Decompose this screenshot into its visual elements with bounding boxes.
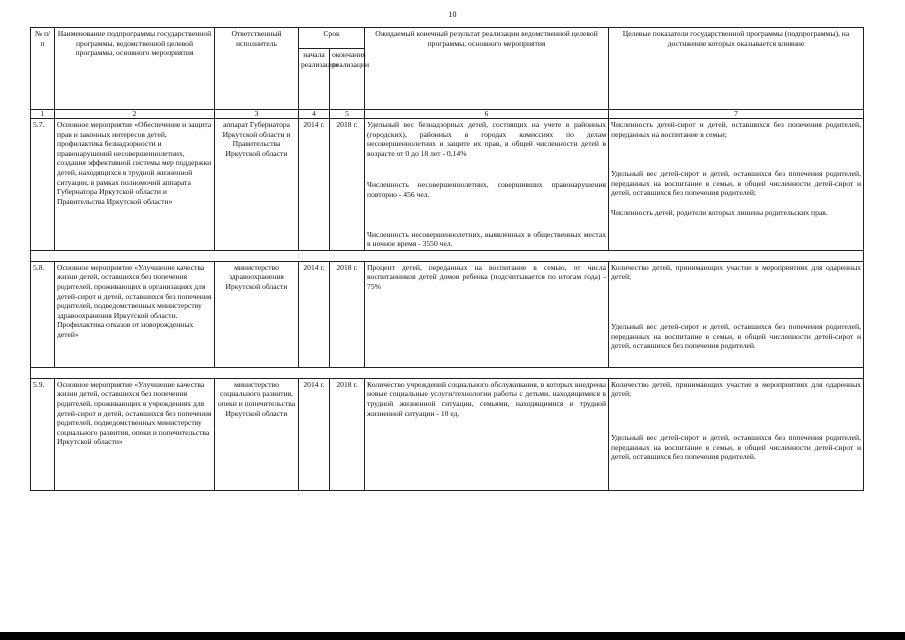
- row-num: 5.9.: [31, 378, 55, 490]
- row-end: 2018 г.: [330, 378, 365, 490]
- indicator-item: Численность детей, родители которых лишены родительских прав.: [611, 207, 828, 217]
- indicator-item: Удельный вес детей-сирот и детей, оставшихся без попечения родителей, переданных на воспитание в семьи, в общей численности детей-сирот и детей, оставшихся без попечения родителей.: [611, 321, 862, 351]
- column-number: 6: [365, 110, 609, 119]
- row-name: Основное мероприятие «Обеспечение и защита прав и законных интересов детей, профилактика безнадзорности и правонарушений несовершеннолетних, создания эффективной системы мер поддержки детей, находящихся в трудной жизненной ситуации, в рамках полномочий аппарата Губернатора Иркутской области и Правительства Иркутской области»: [55, 119, 215, 251]
- page-number: 10: [448, 10, 457, 19]
- table-row: [31, 119, 864, 251]
- result-item: Численность несовершеннолетних, совершивших правонарушения повторно - 456 чел.: [367, 180, 607, 199]
- header-result: Ожидаемый конечный результат реализации ведомственной целевой программы, основного мероприятия: [365, 28, 609, 110]
- row-num: 5.7.: [31, 119, 55, 251]
- column-number-row: [31, 110, 864, 119]
- indicator-item: Количество детей, принимающих участие в мероприятиях для одаренных детей;: [611, 379, 862, 399]
- row-name: Основное мероприятие «Улучшение качества жизни детей, оставшихся без попечения родителей, проживающих в учреждениях для детей-сирот и детей, оставшихся без попечения родителей, подведомственных министерству социального развития, опеки и попечительства Иркутской области»: [55, 378, 215, 490]
- row-results: [365, 261, 609, 367]
- table-row: [31, 261, 864, 367]
- row-start: 2014 г.: [299, 119, 330, 251]
- row-indicators: [609, 378, 864, 490]
- row-start: 2014 г.: [299, 261, 330, 367]
- header-indicators: Целевые показатели государственной программы (подпрограммы), на достижение которых оказывается влияние: [609, 28, 864, 110]
- row-results: [365, 119, 609, 251]
- header-start: начала реализации: [299, 49, 330, 110]
- column-number: 2: [55, 110, 215, 119]
- row-executor: аппарат Губернатора Иркутской области и Правительства Иркутской области: [215, 119, 299, 251]
- indicator-item: Численность детей-сирот и детей, оставшихся без попечения родителей, переданных на воспитание в семьи;: [611, 120, 862, 139]
- row-end: 2018 г.: [330, 261, 365, 367]
- row-indicators: [609, 261, 864, 367]
- row-start: 2014 г.: [299, 378, 330, 490]
- row-spacer: [31, 367, 864, 378]
- row-indicators: [609, 119, 864, 251]
- column-number: 3: [215, 110, 299, 119]
- header-num: № п/п: [31, 28, 55, 110]
- row-executor: министерство социального развития, опеки и попечительства Иркутской области: [215, 378, 299, 490]
- indicator-item: Удельный вес детей-сирот и детей, оставшихся без попечения родителей, переданных на воспитание в семьи, в общей численности детей-сирот и детей, оставшихся без попечения родителей.: [611, 432, 862, 462]
- header-term: Срок: [299, 28, 365, 49]
- row-end: 2018 г.: [330, 119, 365, 251]
- result-item: Процент детей, переданных на воспитание в семью, от числа воспитанников детей домов ребенка (подсчитывается по итогам года) - 75%: [367, 262, 607, 291]
- header-executor: Ответственный исполнитель: [215, 28, 299, 110]
- result-item: Количество учреждений социального обслуживания, в которых внедрены новые социальные услуги/технологии работы с детьми, находящимися в трудной жизненной ситуации, семьями, находящимися в трудной жизненной ситуации - 10 ед.: [367, 379, 607, 418]
- row-results: [365, 378, 609, 490]
- result-item: Удельный вес безнадзорных детей, состоящих на учете в районных (городских), районных в городах комиссиях по делам несовершеннолетних и защите их прав, в общей численности детей в возрасте от 0 до 18 лет - 0,14%: [367, 120, 607, 158]
- row-num: 5.8.: [31, 261, 55, 367]
- result-item: Численность несовершеннолетних, выявленных в общественных местах в ночное время - 3550 чел.: [367, 229, 607, 249]
- scan-border: [0, 632, 905, 640]
- column-number: 7: [609, 110, 864, 119]
- header-name: Наименование подпрограммы государственной программы, ведомственной целевой программы, основного мероприятия: [55, 28, 215, 110]
- table-row: [31, 378, 864, 490]
- row-executor: министерство здравоохранения Иркутской области: [215, 261, 299, 367]
- indicator-item: Удельный вес детей-сирот и детей, оставшихся без попечения родителей, переданных на воспитание в семьи, в общей численности детей-сирот и детей, оставшихся без попечения родителей;: [611, 169, 862, 198]
- column-number: 1: [31, 110, 55, 119]
- indicator-item: Количество детей, принимающих участие в мероприятиях для одаренных детей;: [611, 262, 862, 282]
- table-header: [31, 28, 864, 119]
- program-table: [30, 27, 864, 491]
- column-number: 5: [330, 110, 365, 119]
- row-name: Основное мероприятие «Улучшение качества жизни детей, оставшихся без попечения родителей, проживающих в организациях для детей-сирот и детей, оставшихся без попечения родителей, подведомственных министерству здравоохранения Иркутской области. Профилактика отказов от новорожденных детей»: [55, 261, 215, 367]
- row-spacer: [31, 250, 864, 261]
- header-end: окончания реализации: [330, 49, 365, 110]
- column-number: 4: [299, 110, 330, 119]
